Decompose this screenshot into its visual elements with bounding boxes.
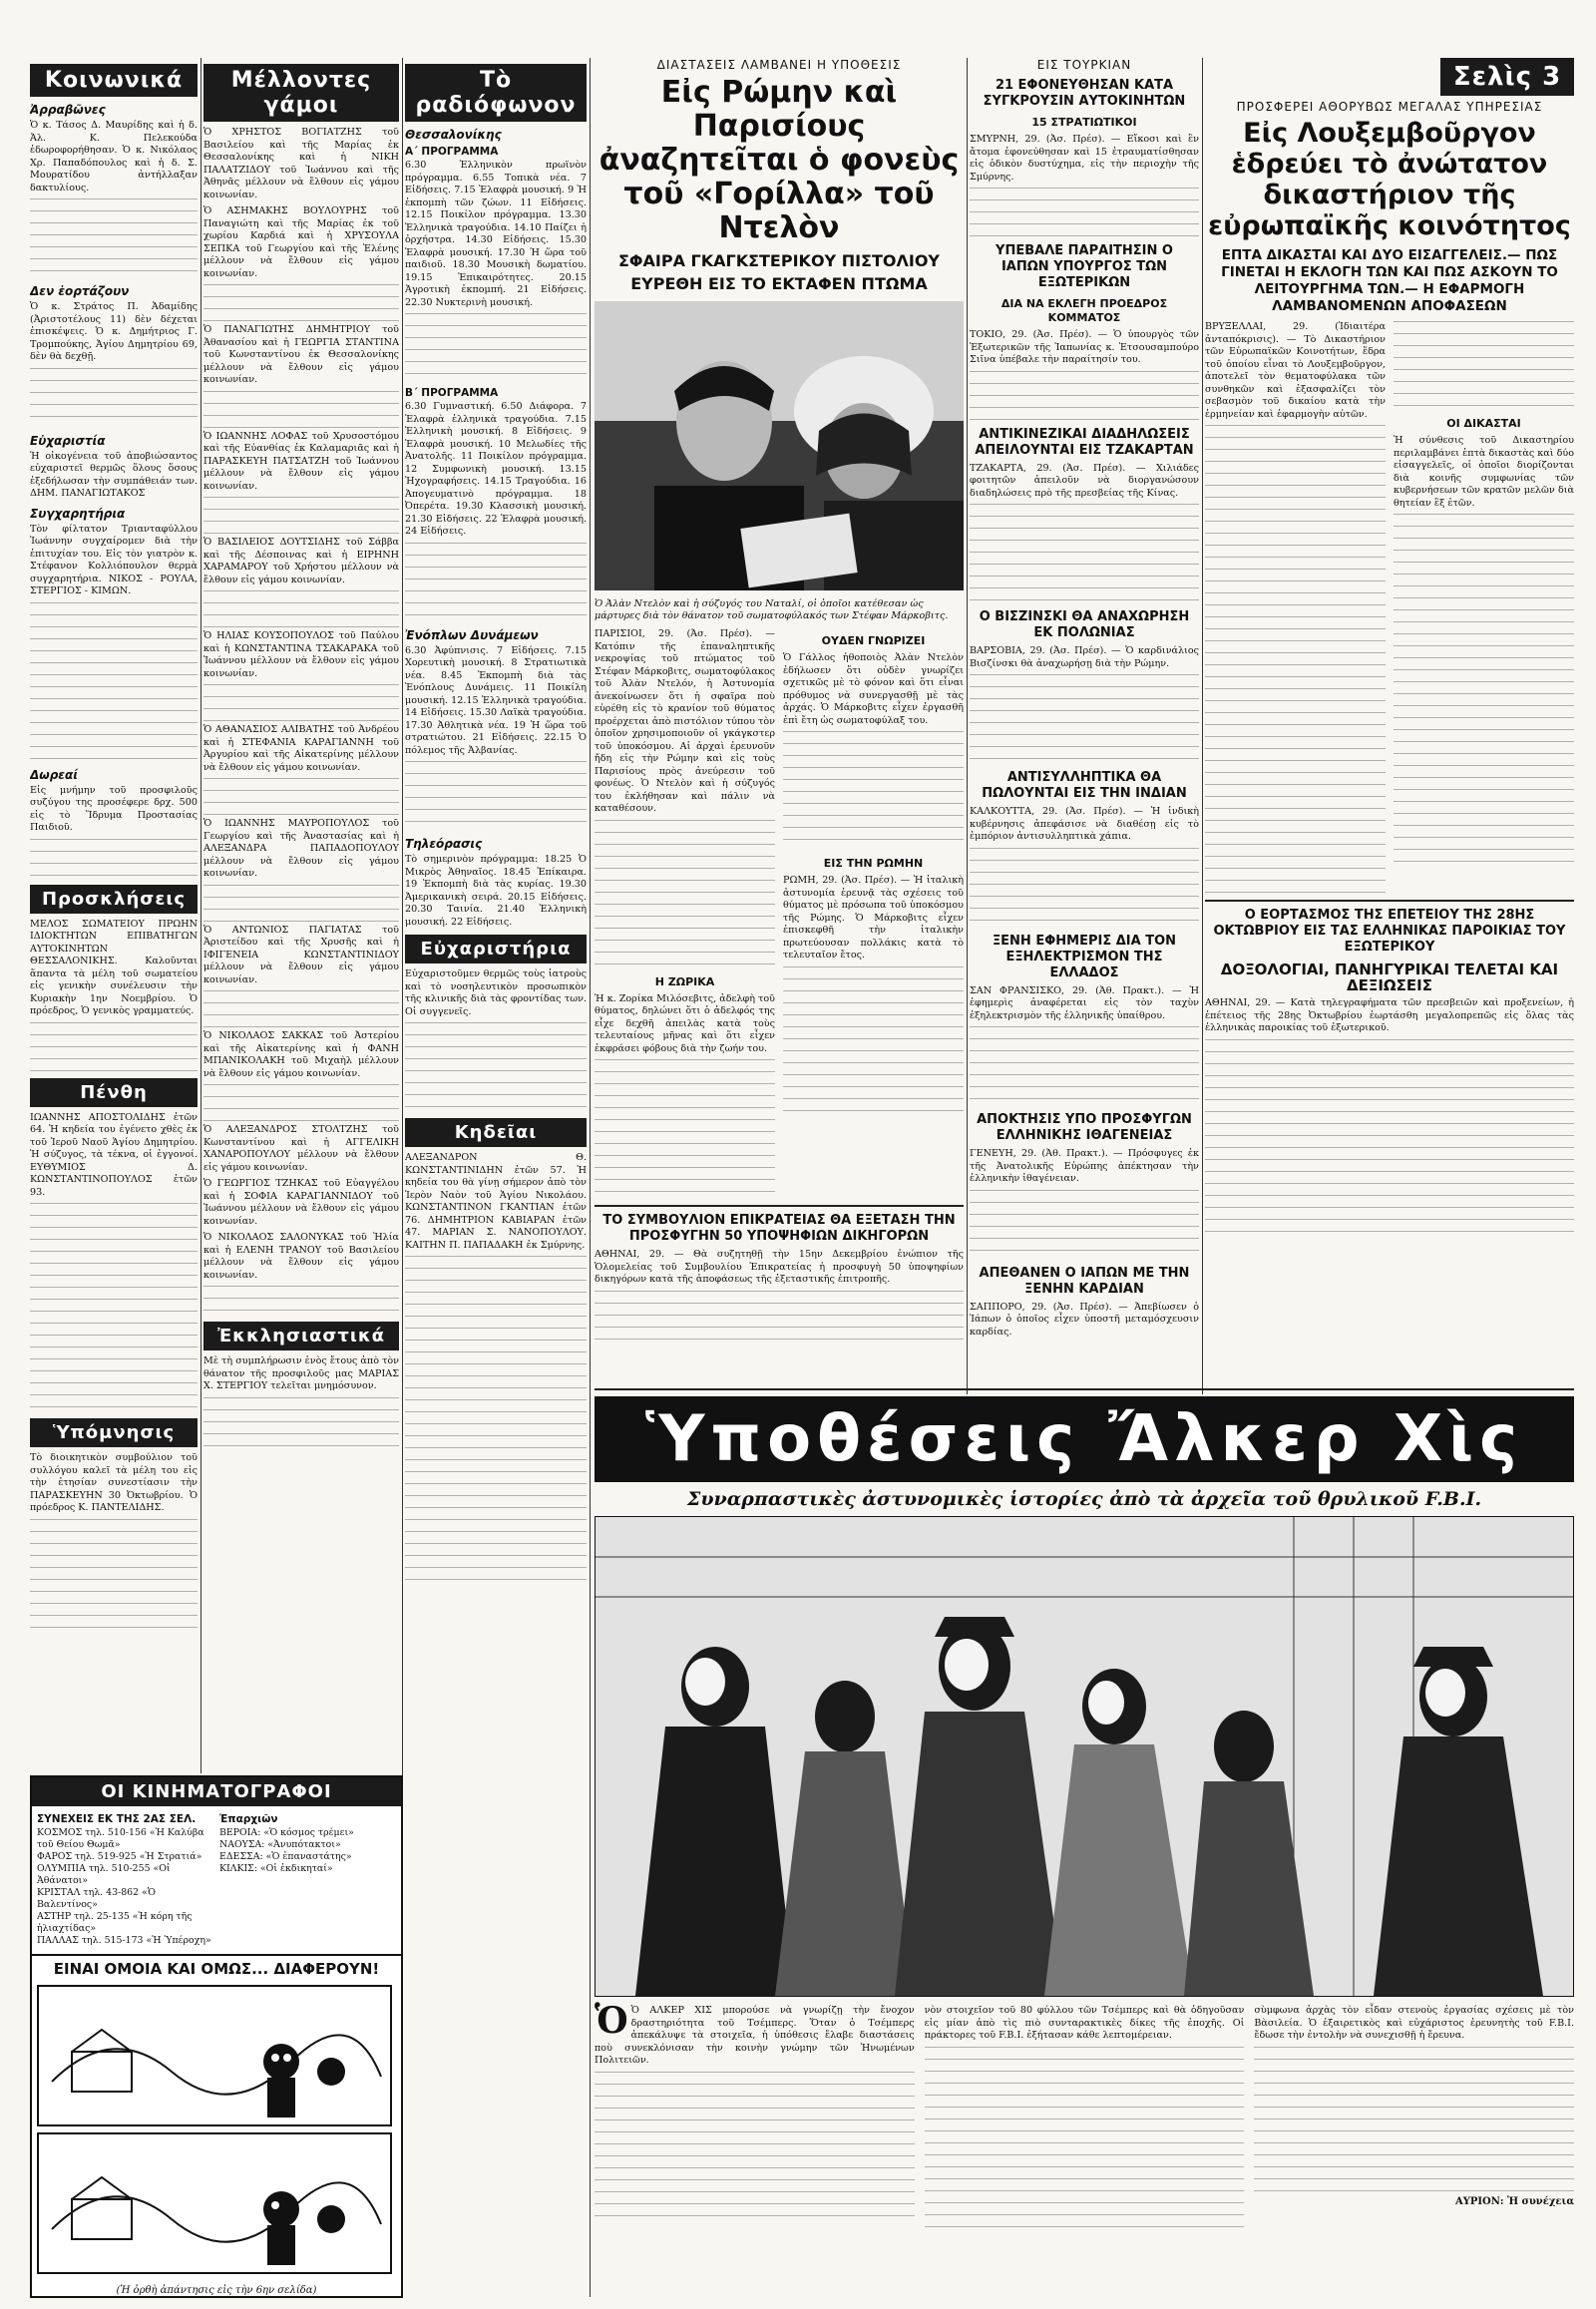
feature-illustration [595, 1516, 1574, 1997]
story-subhead: ΔΟΞΟΛΟΓΙΑΙ, ΠΑΝΗΓΥΡΙΚΑΙ ΤΕΛΕΤΑΙ ΚΑΙ ΔΕΞΙΩΣΕΙΣ [1220, 961, 1559, 994]
program-text: 6.30 Γυμναστική. 6.50 Διάφορα. 7 Ἐλαφρὰ ἑλληνικὰ τραγούδια. 7.15 Ἑλληνικὴ μουσική. 8 Εἰδήσεις. 9 Ἐλαφρὰ μουσική. 10 Μελωδίες τῆς Ἀνατολῆς. 11 Ποικίλον πρόγραμμα. 12 Συμφωνικὴ μουσική. 13.15 Ἠχογραφήσεις. 14.15 Τραγούδια. 16 Ἀπογευματινὸ πρόγραμμα. 18 Ὀπερέτα. 19.30 Κλασσικὴ μουσική. 21.30 Εἰδήσεις. 22 Ἐλαφρὰ μουσική. 24 Εἰδήσεις. [405, 401, 587, 537]
article-text: Ὁ Γάλλος ἠθοποιὸς Ἀλὰν Ντελὸν ἐδήλωσεν ὅτι οὐδὲν γνωρίζει σχετικῶς μὲ τὸ φόνον καὶ ὅτι εἶναι πρόθυμος νὰ συνεργασθῇ μὲ τὰς ἀρχάς. Ὁ Μάρκοβιτς εἶχεν ἐργασθῆ ἐπὶ ἔτη ὡς σωματοφύλαξ του. [783, 652, 964, 726]
feature-column [925, 2005, 1245, 2236]
text-block-filler [203, 778, 399, 818]
text-block-filler [203, 391, 399, 431]
brief-headline: ΑΝΤΙΚΙΝΕΖΙΚΑΙ ΔΙΑΔΗΛΩΣΕΙΣ ΑΠΕΙΛΟΥΝΤΑΙ ΕΙΣ ΤΖΑΚΑΡΤΑΝ [975, 426, 1194, 458]
section-band: Προσκλήσεις [30, 885, 198, 914]
cinema-entry: ΕΔΕΣΣΑ: «Ὁ ἐπαναστάτης» [219, 1851, 352, 1862]
brief-subhead: 15 ΣΤΡΑΤΙΩΤΙΚΟΙ [1031, 116, 1137, 129]
text-block-filler [1254, 2047, 1574, 2196]
cinema-entry: ΝΑΟΥΣΑ: «Ἀνυπότακτοι» [219, 1839, 341, 1850]
article-subhead: ΕΙΣ ΤΗΝ ΡΩΜΗΝ [823, 857, 924, 870]
delon-couple-photo [595, 301, 964, 590]
text-block-filler [595, 1059, 775, 1199]
program-text: 6.30 Ἀφύπνισις. 7 Εἰδήσεις. 7.15 Χορευτικὴ μουσική. 8 Στρατιωτικὰ νέα. 8.45 Ἐκπομπὴ διὰ τὰς Ἐνόπλους Δυνάμεις. 11 Ποικίλη μουσική. 12.15 Ἑλληνικὰ τραγούδια. 14 Εἰδήσεις. 15.30 Λαϊκὰ τραγούδια. 17.30 Ἀθλητικὰ νέα. 19 Ἡ ὥρα τοῦ στρατιώτου. 21 Εἰδήσεις. 22.15 Ὁ πόλεμος τῆς Ἀλβανίας. [405, 644, 587, 756]
section-band: Κοινωνικά [30, 64, 198, 97]
story-kicker: ΕΙΣ ΤΟΥΡΚΙΑΝ [1036, 58, 1132, 72]
text-block-filler [595, 2072, 915, 2221]
program-text: Τὸ σημερινὸν πρόγραμμα: 18.25 Ὁ Μικρὸς Ἀθηναῖος. 18.45 Ἐπίκαιρα. 19 Ἐκπομπὴ διὰ τὰς κυρίας. 19.30 Ἀμερικανικὴ σειρά. 20.15 Εἰδήσεις. 20.30 Ταινία. 21.40 Ἑλληνικὴ μουσική. 22 Εἰδήσεις. [405, 854, 587, 928]
column-radio [405, 58, 587, 2292]
column-rule [200, 58, 201, 1773]
brief-text: ΤΖΑΚΑΡΤΑ, 29. (Ἀσ. Πρέσ). — Χιλιάδες φοιτητῶν ἀπειλοῦν νὰ διοργανώσουν διαδηλώσεις πρὸ τῆς πρεσβείας τῆς Κίνας. [970, 462, 1199, 499]
text-block-filler [30, 1022, 198, 1072]
crowd-illustration [596, 1517, 1574, 1996]
program-heading: Α΄ ΠΡΟΓΡΑΜΜΑ [405, 146, 499, 158]
cinema-title: ΟΙ ΚΙΝΗΜΑΤΟΓΡΑΦΟΙ [32, 1777, 401, 1806]
text-block-filler [405, 761, 587, 831]
section-band: Εὐχαριστήρια [405, 935, 587, 963]
column-rule [1202, 58, 1203, 1394]
program-text: 6.30 Ἑλληνικὸν πρωϊνὸν πρόγραμμα. 6.55 Τοπικὰ νέα. 7 Εἰδήσεις. 7.15 Ἐλαφρὰ μουσική. 9 Ἡ ἐκπομπὴ τῶν ζώων. 11 Εἰδήσεις. 12.15 Ποικίλον πρόγραμμα. 13.30 Ἑλληνικὰ τραγούδια. 14.10 Παίζει ἡ ὀρχήστρα. 14.30 Εἰδήσεις. 15.30 Ἐλαφρὰ μουσική. 17.30 Ἡ ὥρα τοῦ παιδιοῦ. 18.30 Μουσικὴ δωματίου. 19.15 Ἐπικαιρότητες. 20.15 Ἀγροτικὴ ἐκπομπή. 21 Εἰδήσεις. 22.30 Νυκτερινὴ μουσική. [405, 160, 587, 308]
text-block-filler [203, 1397, 399, 1457]
cinema-entry: ΟΛΥΜΠΙΑ τηλ. 510-255 «Οἱ Ἀθάνατοι» [37, 1863, 171, 1886]
notice-text: Ὁ ΑΝΤΩΝΙΟΣ ΠΑΓΙΑΤΑΣ τοῦ Ἀριστείδου καὶ τῆς Χρυσῆς καὶ ἡ ΙΦΙΓΕΝΕΙΑ ΚΩΝΣΤΑΝΤΙΝΙΔΟΥ μέλλουν νὰ ἔλθουν εἰς γάμου κοινωνίαν. [203, 924, 399, 985]
brief-text: ΣΑΠΠΟΡΟ, 29. (Ἀσ. Πρέσ). — Ἀπεβίωσεν ὁ Ἰάπων ὁ ὁποῖος εἶχεν ὑποστῆ μεταμόσχευσιν καρδίας. [970, 1301, 1199, 1338]
text-block-filler [203, 497, 399, 537]
story-subhead: ΕΥΡΕΘΗ ΕΙΣ ΤΟ ΕΚΤΑΦΕΝ ΠΤΩΜΑ [630, 274, 928, 293]
article-text: ΑΘΗΝΑΙ, 29. — Κατὰ τηλεγραφήματα τῶν πρεσβειῶν καὶ προξενείων, ἡ ἐπέτειος τῆς 28ης Ὀκτωβρίου ἑωρτάσθη μεγαλοπρεπῶς εἰς ὅλας τὰς ἑλληνικὰς παροικίας τοῦ ἐξωτερικοῦ. [1205, 997, 1574, 1033]
section-divider [595, 1388, 1574, 1390]
notice-text: Ὁ ΙΩΑΝΝΗΣ ΛΟΦΑΣ τοῦ Χρυσοστόμου καὶ τῆς Εὐανθίας ἐκ Καλαμαριᾶς καὶ ἡ ΠΑΡΑΣΚΕΥΗ ΠΑΤΣΑΤΖΗ τοῦ Ἰωάννου μέλλουν νὰ ἔλθουν εἰς γάμου κοινωνίαν. [203, 430, 399, 492]
column-europe-court [1205, 58, 1574, 1399]
text-block-filler [405, 543, 587, 622]
story-headline: Εἰς Λουξεμβοῦργον ἑδρεύει τὸ ἀνώτατον δικαστήριον τῆς εὐρωπαϊκῆς κοινότητος [1208, 118, 1571, 241]
section-subtitle: Συγχαρητήρια [30, 506, 126, 521]
article-text: ΠΑΡΙΣΙΟΙ, 29. (Ἀσ. Πρέσ). — Κατόπιν τῆς ἐπαναληπτικῆς νεκροψίας τοῦ πτώματος τοῦ Στέφαν Μάρκοβιτς, σωματοφύλακος τοῦ Ἀλὰν Ντελόν, ἡ Ἀστυνομία ἀνεκοίνωσεν ὅτι ἡ σφαῖρα ποὺ εὑρέθη εἰς τὸ κρανίον τοῦ θύματος προέρχεται ἀπὸ πιστόλιον τύπου τὸν ὁποῖον χρησιμοποιοῦν οἱ γκάγκστερ τοῦ ὑποκόσμου. Αἱ ἀρχαὶ ἐρευνοῦν ἤδη εἰς τὴν Ρώμην καὶ εἰς τοὺς Παρισίους πρὸς ἀνεύρεσιν τοῦ φονέως. Ὁ Ντελὸν καὶ ἡ σύζυγός του ἐκλήθησαν καὶ πάλιν νὰ καταθέσουν. [595, 628, 775, 814]
story-kicker: ΠΡΟΣΦΕΡΕΙ ΑΘΟΡΥΒΩΣ ΜΕΓΑΛΑΣ ΥΠΗΡΕΣΙΑΣ [1236, 100, 1543, 114]
feature-column [595, 2000, 915, 2236]
photo-caption: Ὁ Ἀλὰν Ντελὸν καὶ ἡ σύζυγός του Ναταλί, οἱ ὁποῖοι κατέθεσαν ὡς μάρτυρες διὰ τὸν θάνατον τοῦ σωματοφύλακός των Στέφαν Μάρκοβιτς. [595, 598, 949, 621]
notice-text: Ὁ ΑΣΗΜΑΚΗΣ ΒΟΥΛΟΥΡΗΣ τοῦ Παναγιώτη καὶ τῆς Μαρίας ἐκ τοῦ χωρίου Καρδιά καὶ ἡ ΧΡΥΣΟΥΛΑ ΣΕΠΚΑ τοῦ Γεωργίου καὶ τῆς Ἑλένης μέλλουν νὰ ἔλθουν εἰς γάμου κοινωνίαν. [203, 205, 399, 279]
notice-text: Εὐχαριστοῦμεν θερμῶς τοὺς ἰατροὺς καὶ τὸ νοσηλευτικὸν προσωπικὸν τῆς κλινικῆς διὰ τὰς φροντίδας των. Οἱ συγγενεῖς. [405, 968, 587, 1017]
text-block-filler [30, 839, 198, 879]
brief-headline: 21 ΕΦΟΝΕΥΘΗΣΑΝ ΚΑΤΑ ΣΥΓΚΡΟΥΣΙΝ ΑΥΤΟΚΙΝΗΤΩΝ [983, 78, 1186, 109]
cinema-listing-box [30, 1775, 403, 2298]
cinema-subheading: ΣΥΝΕΧΕΙΣ ΕΚ ΤΗΣ 2ΑΣ ΣΕΛ. [37, 1813, 197, 1825]
article-text: ΜΕΛΟΣ ΣΩΜΑΤΕΙΟΥ ΠΡΩΗΝ ΙΔΙΟΚΤΗΤΩΝ ΕΠΙΒΑΤΗΓΩΝ ΑΥΤΟΚΙΝΗΤΩΝ ΘΕΣΣΑΛΟΝΙΚΗΣ. Καλοῦνται ἅπαντα τὰ μέλη τοῦ σωματείου εἰς γενικὴν συνέλευσιν τὴν Κυριακὴν 1ην Νοεμβρίου. Ὁ πρόεδρος, Ὁ γενικὸς γραμματεύς. [30, 918, 198, 1016]
notice-text: Ὁ ΠΑΝΑΓΙΩΤΗΣ ΔΗΜΗΤΡΙΟΥ τοῦ Ἀθανασίου καὶ ἡ ΓΕΩΡΓΙΑ ΣΤΑΝΤΙΝΑ τοῦ Κωνσταντίνου ἐκ Θεσσαλονίκης μέλλουν νὰ ἔλθουν εἰς γάμου κοινωνίαν. [203, 324, 399, 385]
section-band: Πένθη [30, 1078, 198, 1107]
text-block-filler [925, 2047, 1245, 2236]
article-text: Ἡ κ. Ζορίκα Μιλόσεβιτς, ἀδελφὴ τοῦ θύματος, δηλώνει ὅτι ὁ ἀδελφός της εἶχε δεχθῆ ἀπειλὰς κατὰ τοὺς τελευταίους μῆνας καὶ ὅτι εἶχεν ἐκφράσει φόβους διὰ τὴν ζωήν του. [595, 992, 775, 1054]
article-text: Ἡ οἰκογένεια τοῦ ἀποβιώσαντος εὐχαριστεῖ θερμῶς ὅλους ὅσους ἐξεδήλωσαν τὴν συμπάθειάν των. ΔΗΜ. ΠΑΝΑΓΙΩΤΑΚΟΣ [30, 450, 198, 499]
article-subhead: ΟΙ ΔΙΚΑΣΤΑΙ [1446, 417, 1521, 430]
feature-subtitle: Συναρπαστικὲς ἀστυνομικὲς ἱστορίες ἀπὸ τὰ ἀρχεῖα τοῦ θρυλικοῦ F.B.I. [686, 1488, 1482, 1510]
article-subhead: ΟΥΔΕΝ ΓΝΩΡΙΖΕΙ [821, 634, 926, 647]
text-block-filler [30, 1203, 198, 1412]
brief-subhead: ΔΙΑ ΝΑ ΕΚΛΕΓΗ ΠΡΟΕΔΡΟΣ ΚΟΜΜΑΤΟΣ [1000, 297, 1168, 324]
feature-paragraph: σὺμφωνα ἀρχὰς τὸν εἶδαν στενοὺς ἐργασίας σχέσεις μὲ τὸν Βὰσιλεία. Ὁ ἐξαιρετικὸς καὶ εὐχάριστος ἐρευνητὴς τοῦ F.B.I. ἔδωσε τὴν ἐντολὴν νὰ συνεχισθῇ ἡ ἔρευνα. [1254, 2005, 1575, 2041]
brief-text: ΚΑΛΚΟΥΤΤΑ, 29. (Ἀσ. Πρέσ). — Ἡ ἰνδικὴ κυβέρνησις ἀπεφάσισε νὰ διαθέσῃ εἰς τὸ ἐμπόριον ἀντισυλληπτικὰ χάπια. [970, 806, 1199, 842]
story-subhead: ΣΦΑΙΡΑ ΓΚΑΓΚΣΤΕΡΙΚΟΥ ΠΙΣΤΟΛΙΟΥ [617, 251, 941, 270]
cinema-entry: ΚΟΣΜΟΣ τηλ. 510-156 «Ἡ Καλύβα τοῦ Θείου Θωμᾶ» [37, 1827, 204, 1850]
story-deck: ΕΠΤΑ ΔΙΚΑΣΤΑΙ ΚΑΙ ΔΥΟ ΕΙΣΑΓΓΕΛΕΙΣ.— ΠΩΣ ΓΙΝΕΤΑΙ Η ΕΚΛΟΓΗ ΤΩΝ ΚΑΙ ΠΩΣ ΑΣΚΟΥΝ ΤΟ ΛΕΙΤΟΥΡΓΗΜΑ ΤΩΝ.— Η ΕΦΑΡΜΟΓΗ ΛΑΜΒΑΝΟΜΕΝΩΝ ΑΠΟΦΑΣΕΩΝ [1221, 247, 1558, 314]
article-subhead: Η ΖΩΡΙΚΑ [654, 974, 715, 988]
section-band: Ὑπόμνησις [30, 1418, 198, 1447]
text-block-filler [1205, 425, 1386, 894]
text-block-filler [203, 1084, 399, 1124]
notice-text: Ὁ ΝΙΚΟΛΑΟΣ ΣΑΛΟΝΥΚΑΣ τοῦ Ἠλία καὶ ἡ ΕΛΕΝΗ ΤΡΑΝΟΥ τοῦ Βασιλείου μέλλουν νὰ ἔλθουν εἰς γάμου κοινωνίαν. [203, 1232, 399, 1281]
drop-cap: Ὁ [595, 2000, 628, 2042]
text-block-filler [405, 313, 587, 383]
brief-headline: ΑΝΤΙΣΥΛΛΗΠΤΙΚΑ ΘΑ ΠΩΛΟΥΝΤΑΙ ΕΙΣ ΤΗΝ ΙΝΔΙΑΝ [982, 770, 1187, 801]
text-block-filler [970, 188, 1199, 237]
section-band: Μέλλοντες γάμοι [203, 64, 399, 122]
lead-story [595, 58, 964, 1399]
page-number-badge: Σελὶς 3 [1440, 58, 1574, 96]
cinema-entry: ΠΑΛΛΑΣ τηλ. 515-173 «Ἡ Ὑπέροχη» [37, 1935, 211, 1946]
story-kicker: ΔΙΑΣΤΑΣΕΙΣ ΛΑΜΒΑΝΕΙ Η ΥΠΟΘΕΣΙΣ [656, 58, 902, 72]
text-block-filler [970, 1026, 1199, 1106]
article-text: ΒΡΥΞΕΛΛΑΙ, 29. (Ἰδιαιτέρα ἀνταπόκρισις). — Τὸ Δικαστήριον τῶν Εὐρωπαϊκῶν Κοινοτήτων, ἕδρα τοῦ ὁποίου εἶναι τὸ Λουξεμβοῦργον, ἀποτελεῖ τὸν θεματοφύλακα τῶν συνθηκῶν καὶ ἐξασφαλίζει τὸν σεβασμὸν τοῦ δικαίου κατὰ τὴν ἑρμηνείαν καὶ ἐφαρμογὴν αὐτῶν. [1205, 321, 1386, 420]
text-block-filler [970, 371, 1199, 421]
notice-text: Μὲ τὴ συμπλήρωσιν ἑνὸς ἔτους ἀπὸ τὸν θάνατον τῆς προσφιλοῦς μας ΜΑΡΙΑΣ Χ. ΣΤΕΡΓΙΟΥ τελεῖται μνημόσυνον. [203, 1355, 399, 1391]
text-block-filler [1394, 514, 1574, 873]
article-text: Ὁ κ. Τάσος Δ. Μαυρίδης καὶ ἡ δ. Ἀλ. Κ. Πελεκούδα ἐδωροφορήθησαν. Ὁ κ. Νικόλαος Χρ. Παπαδόπουλος καὶ ἡ δ. Σ. Μουρατίδου ἀντήλλαξαν δακτυλίους. [30, 120, 198, 193]
section-subtitle: Θεσσαλονίκης [405, 128, 502, 142]
article-text: ΡΩΜΗ, 29. (Ἀσ. Πρέσ). — Ἡ ἰταλικὴ ἀστυνομία ἐρευνᾷ τὰς σχέσεις τοῦ θύματος μὲ πρόσωπα τοῦ ὑποκόσμου τῆς Ρώμης. Ὁ Μάρκοβιτς εἶχεν ἐπισκεφθῆ τὴν ἰταλικὴν πρωτεύουσαν πολλάκις κατὰ τὸ τελευταῖον ἔτος. [783, 875, 964, 961]
column-foreign-news [970, 58, 1199, 1399]
section-band: Ἐκκλησιαστικά [203, 1322, 399, 1350]
text-block-filler [203, 684, 399, 724]
section-subtitle: Τηλεόρασις [405, 837, 483, 851]
article-text: Ὁ κ. Στράτος Π. Ἀδαμίδης (Ἀριστοτέλους 11) δὲν δέχεται ἐπισκέψεις. Ὁ κ. Δημήτριος Γ. Τρομπούκης, Ἀγίου Δημητρίου 69, δὲν θὰ δεχθῇ. [30, 301, 198, 362]
cinema-entry: ΦΑΡΟΣ τηλ. 519-925 «Ἡ Στρατιά» [37, 1851, 202, 1862]
text-block-filler [30, 198, 198, 278]
section-divider [1205, 900, 1574, 902]
section-subtitle: Ἀρραβῶνες [30, 103, 106, 117]
brief-headline: ΑΠΟΚΤΗΣΙΣ ΥΠΟ ΠΡΟΣΦΥΓΩΝ ΕΛΛΗΝΙΚΗΣ ΙΘΑΓΕΝΕΙΑΣ [977, 1112, 1192, 1143]
cinema-entry: ΚΡΙΣΤΑΛ τηλ. 43-862 «Ὁ Βαλεντίνος» [37, 1887, 156, 1910]
notice-text: Ὁ ΝΙΚΟΛΑΟΣ ΣΑΚΚΑΣ τοῦ Ἀστερίου καὶ τῆς Αἰκατερίνης καὶ ἡ ΦΑΝΗ ΜΠΑΝΙΚΟΛΑΚΗ τοῦ Μιχαὴλ μέλλουν νὰ ἔλθουν εἰς γάμου κοινωνίαν. [203, 1030, 399, 1079]
column-weddings [203, 58, 399, 1768]
feature-text [595, 2000, 1575, 2236]
brief-headline: ΞΕΝΗ ΕΦΗΜΕΡΙΣ ΔΙΑ ΤΟΝ ΕΞΗΛΕΚΤΡΙΣΜΟΝ ΤΗΣ ΕΛΛΑΔΟΣ [992, 933, 1177, 980]
story-headline-secondary: ΤΟ ΣΥΜΒΟΥΛΙΟΝ ΕΠΙΚΡΑΤΕΙΑΣ ΘΑ ΕΞΕΤΑΣΗ ΤΗΝ ΠΡΟΣΦΥΓΗΝ 50 ΥΠΟΨΗΦΙΩΝ ΔΙΚΗΓΟΡΩΝ [602, 1213, 956, 1244]
section-subtitle: Δωρεαί [30, 767, 78, 782]
section-band: Τὸ ραδιόφωνον [405, 64, 587, 122]
cinema-entry: ΚΙΛΚΙΣ: «Οἱ ἐκδικηταί» [219, 1863, 333, 1874]
story-photo [595, 301, 964, 590]
text-block-filler [783, 966, 964, 1116]
brief-text: ΣΑΝ ΦΡΑΝΣΙΣΚΟ, 29. (Ἀθ. Πρακτ.). — Ἡ ἐφημερὶς ἀναφέρεται εἰς τὸν ταχὺν ἐξηλεκτρισμὸν τῆς ἑλληνικῆς ὑπαίθρου. [970, 984, 1199, 1021]
column-rule [967, 58, 968, 1394]
cartoon-caption: (Ἡ ὀρθὴ ἀπάντησις εἰς τὴν 6ην σελίδα) [116, 2285, 317, 2296]
brief-headline: ΥΠΕΒΑΛΕ ΠΑΡΑΙΤΗΣΙΝ Ο ΙΑΠΩΝ ΥΠΟΥΡΓΟΣ ΤΩΝ ΕΞΩΤΕΡΙΚΩΝ [996, 243, 1173, 290]
cinema-entry: ΑΣΤΗΡ τηλ. 25-135 «Ἡ κόρη τῆς ἡλιαχτίδας» [37, 1911, 193, 1934]
article-text: Τὸ διοικητικὸν συμβούλιον τοῦ συλλόγου καλεῖ τὰ μέλη του εἰς τὴν ἐτησίαν συνεστίασιν τὴν ΠΑΡΑΣΚΕΥΗΝ 30 Ὀκτωβρίου. Ὁ πρόεδρος Κ. ΠΑΝΤΕΛΙΔΗΣ. [30, 1452, 198, 1513]
spot-difference-cartoon [32, 1982, 397, 2281]
article-text: ΑΘΗΝΑΙ, 29. — Θὰ συζητηθῇ τὴν 15ην Δεκεμβρίου ἐνώπιον τῆς Ὁλομελείας τοῦ Συμβουλίου Ἐπικρατείας ἡ προσφυγὴ 50 ὑποψηφίων δικηγόρων κατὰ τῆς ἀποφάσεως τῆς ἐξεταστικῆς ἐπιτροπῆς. [595, 1249, 964, 1285]
text-block-filler [203, 284, 399, 324]
section-band: Κηδεῖαι [405, 1118, 587, 1147]
text-block-filler [405, 1022, 587, 1112]
brief-text: ΒΑΡΣΟΒΙΑ, 29. (Ἀσ. Πρέσ). — Ὁ καρδινάλιος Βισζίνσκι θὰ ἀναχωρήσῃ διὰ τὴν Ρώμην. [970, 645, 1199, 669]
article-text: Τὸν φίλτατον Τριανταφύλλου Ἰωάννην συγχαίρομεν διὰ τὴν ἐπιτυχίαν του. Εἰς τὸν γιατρὸν κ. Στέφανον Κολλιόπουλον θερμὰ συγχαρητήρια. ΝΙΚΟΣ - ΡΟΥΛΑ, ΣΤΕΡΓΙΟΣ - ΚΙΜΩΝ. [30, 523, 198, 596]
brief-headline: ΑΠΕΘΑΝΕΝ Ο ΙΑΠΩΝ ΜΕ ΤΗΝ ΞΕΝΗΝ ΚΑΡΔΙΑΝ [979, 1265, 1190, 1297]
cartoon-title: ΕΙΝΑΙ ΟΜΟΙΑ ΚΑΙ ΟΜΩΣ... ΔΙΑΦΕΡΟΥΝ! [32, 1954, 401, 1978]
column-social [30, 58, 198, 1768]
section-divider [595, 1205, 964, 1207]
text-block-filler [783, 731, 964, 851]
text-block-filler [970, 504, 1199, 603]
section-subtitle: Ἐνόπλων Δυνάμεων [405, 627, 539, 642]
cinema-entry: ΒΕΡΟΙΑ: «Ὁ κόσμος τρέμει» [219, 1827, 354, 1838]
brief-text: ΓΕΝΕΥΗ, 29. (Ἀθ. Πρακτ.). — Πρόσφυγες ἐκ τῆς Ἀνατολικῆς Εὐρώπης ἀπέκτησαν τὴν ἑλληνικὴν ἰθαγένειαν. [970, 1148, 1199, 1184]
program-heading: Β΄ ΠΡΟΓΡΑΜΜΑ [405, 387, 499, 399]
text-block-filler [30, 368, 198, 428]
feature-column [1254, 2005, 1574, 2236]
notice-text: ΑΛΕΞΑΝΔΡΟΝ Θ. ΚΩΝΣΤΑΝΤΙΝΙΔΗΝ ἐτῶν 57. Ἡ κηδεία του θὰ γίνῃ σήμερον ἀπὸ τὸν Ἱερὸν Ναὸν τοῦ Ἁγίου Νικολάου. ΚΩΝΣΤΑΝΤΙΝΟΝ ΓΚΑΝΤΙΑΝ ἐτῶν 76. ΔΗΜΗΤΡΙΟΝ ΚΑΒΙΑΡΑΝ ἐτῶν 47. ΜΑΡΙΑΝ Σ. ΝΑΝΟΠΟΥΛΟΥ. ΚΑΙΤΗΝ Π. ΠΑΠΑΔΑΚΗ ἐκ Σμύρνης. [405, 1152, 587, 1251]
column-rule [590, 58, 591, 2297]
notice-text: Ὁ ΧΡΗΣΤΟΣ ΒΟΓΙΑΤΖΗΣ τοῦ Βασιλείου καὶ τῆς Μαρίας ἐκ Θεσσαλονίκης καὶ ἡ ΝΙΚΗ ΠΑΛΑΤΖΙΔΟΥ τοῦ Ἰωάννου καὶ τῆς Ἀθηνᾶς μέλλουν νὰ ἔλθουν εἰς γάμου κοινωνίαν. [203, 127, 399, 200]
text-block-filler [595, 820, 775, 969]
continued-note: ΑΥΡΙΟΝ: Ἡ συνέχεια [1454, 2195, 1575, 2207]
text-block-filler [970, 1190, 1199, 1260]
text-block-filler [203, 590, 399, 630]
text-block-filler [203, 1286, 399, 1316]
brief-headline: Ο ΒΙΣΖΙΝΣΚΙ ΘΑ ΑΝΑΧΩΡΗΣΗ ΕΚ ΠΟΛΩΝΙΑΣ [979, 609, 1190, 640]
text-block-filler [970, 674, 1199, 764]
notice-text: Ὁ ΑΛΕΞΑΝΔΡΟΣ ΣΤΟΛΤΖΗΣ τοῦ Κωνσταντίνου καὶ ἡ ΑΓΓΕΛΙΚΗ ΧΑΝΑΡΟΠΟΥΛΟΥ μέλλουν νὰ ἔλθουν εἰς γάμου κοινωνίαν. [203, 1124, 399, 1173]
article-text: Ἡ σύνθεσις τοῦ Δικαστηρίου περιλαμβάνει ἑπτὰ δικαστὰς καὶ δύο εἰσαγγελεῖς, οἱ ὁποῖοι διορίζονται διὰ κοινῆς συμφωνίας τῶν κυβερνήσεων τῶν κρατῶν μελῶν διὰ θητείαν ἓξ ἐτῶν. [1394, 435, 1574, 509]
notice-text: Ὁ ΗΛΙΑΣ ΚΟΥΣΟΠΟΥΛΟΣ τοῦ Παύλου καὶ ἡ ΚΩΝΣΤΑΝΤΙΝΑ ΤΣΑΚΑΡΑΚΑ τοῦ Ἰωάννου μέλλουν νὰ ἔλθουν εἰς γάμου κοινωνίαν. [203, 630, 399, 679]
notice-text: Ὁ ΑΘΑΝΑΣΙΟΣ ΑΛΙΒΑΤΗΣ τοῦ Ἀνδρέου καὶ ἡ ΣΤΕΦΑΝΙΑ ΚΑΡΑΓΙΑΝΝΗ τοῦ Ἀργυρίου καὶ τῆς Αἰκατερίνης μέλλουν νὰ ἔλθουν εἰς γάμου κοινωνίαν. [203, 724, 399, 773]
feature-paragraph: Ὁ ΑΛΚΕΡ ΧΙΣ μπορούσε νὰ γνωρίζῃ τὴν ἔνοχον δραστηριότητα τοῦ Τσέμπερς. Ὅταν ὁ Τσέμπερς ἀπεκάλυψε τὰ στοιχεῖα, ἡ ὑπόθεσις ἔλαβε διαστάσεις ποὺ συνεκλόνισαν τὴν κοινὴν γνώμην τῶν Ἡνωμένων Πολιτειῶν. [595, 2005, 915, 2066]
text-block-filler [1394, 321, 1574, 411]
cinema-subheading: Ἐπαρχιῶν [219, 1813, 278, 1825]
text-block-filler [595, 1291, 964, 1350]
section-subtitle: Εὐχαριστία [30, 433, 106, 448]
brief-text: ΣΜΥΡΝΗ, 29. (Ἀσ. Πρέσ). — Εἴκοσι καὶ ἓν ἄτομα ἐφονεύθησαν καὶ 15 ἐτραυματίσθησαν εἰς ὁδικὸν δυστύχημα, εἰς τὴν περιοχὴν τῆς Σμύρνης. [970, 134, 1199, 183]
feature-paragraph: νὸν στοιχεῖον τοῦ 80 φύλλου τῶν Τσέμπερς καὶ θὰ ὁδηγοῦσαν εἰς μίαν ἀπὸ τὶς πιὸ συνταρακτικὲς δίκες τῆς ἐποχῆς. Οἱ πράκτορες τοῦ F.B.I. ἐξήτασαν κάθε λεπτομέρειαν. [924, 2005, 1245, 2041]
feature-alger-hiss [595, 1396, 1574, 2294]
text-block-filler [203, 990, 399, 1030]
article-text: Εἰς μνήμην τοῦ προσφιλοῦς συζύγου της προσέφερε δρχ. 500 εἰς τὸ Ἵδρυμα Προστασίας Παιδιοῦ. [30, 784, 198, 833]
notice-text: Ὁ ΙΩΑΝΝΗΣ ΜΑΥΡΟΠΟΥΛΟΣ τοῦ Γεωργίου καὶ τῆς Ἀναστασίας καὶ ἡ ΑΛΕΞΑΝΔΡΑ ΠΑΠΑΔΟΠΟΥΛΟΥ μέλλουν νὰ ἔλθουν εἰς γάμου κοινωνίαν. [203, 818, 399, 879]
story-headline: Εἰς Ρώμην καὶ Παρισίους ἀναζητεῖται ὁ φονεὺς τοῦ «Γορίλλα» τοῦ Ντελὸν [598, 75, 960, 245]
notice-text: Ὁ ΓΕΩΡΓΙΟΣ ΤΖΗΚΑΣ τοῦ Εὐαγγέλου καὶ ἡ ΣΟΦΙΑ ΚΑΡΑΓΙΑΝΝΙΔΟΥ τοῦ Ἰωάννου μέλλουν νὰ ἔλθουν εἰς γάμου κοινωνίαν. [203, 1178, 399, 1227]
article-text: ΙΩΑΝΝΗΣ ΑΠΟΣΤΟΛΙΔΗΣ ἐτῶν 64. Ἡ κηδεία του ἐγένετο χθὲς ἐκ τοῦ Ἱεροῦ Ναοῦ Ἁγίου Δημητρίου. Ἡ σύζυγος, τὰ τέκνα, οἱ ἐγγονοί. ΕΥΘΥΜΙΟΣ Δ. ΚΩΝΣΤΑΝΤΙΝΟΠΟΥΛΟΣ ἐτῶν 93. [30, 1111, 198, 1198]
text-block-filler [203, 885, 399, 925]
notice-text: Ὁ ΒΑΣΙΛΕΙΟΣ ΔΟΥΤΣΙΔΗΣ τοῦ Σάββα καὶ τῆς Δέσποινας καὶ ἡ ΕΙΡΗΝΗ ΧΑΡΑΜΑΡΟΥ τοῦ Χρήστου μέλλουν νὰ ἔλθουν εἰς γάμου κοινωνίαν. [203, 537, 399, 585]
brief-text: ΤΟΚΙΟ, 29. (Ἀσ. Πρέσ). — Ὁ ὑπουργὸς τῶν Ἐξωτερικῶν τῆς Ἰαπωνίας κ. Ἐτσουσαμπούρο Σιῖνα ὑπέβαλε τὴν παραίτησίν του. [970, 329, 1199, 365]
text-block-filler [1205, 1039, 1574, 1239]
section-subtitle: Δεν ἑορτάζουν [30, 284, 130, 298]
feature-title: Ὑποθέσεις Ἄλκερ Χὶς [595, 1396, 1574, 1482]
text-block-filler [30, 602, 198, 762]
story-headline-secondary: Ο ΕΟΡΤΑΣΜΟΣ ΤΗΣ ΕΠΕΤΕΙΟΥ ΤΗΣ 28ΗΣ ΟΚΤΩΒΡΙΟΥ ΕΙΣ ΤΑΣ ΕΛΛΗΝΙΚΑΣ ΠΑΡΟΙΚΙΑΣ ΤΟΥ ΕΞΩΤΕΡΙΚΟΥ [1213, 908, 1566, 955]
text-block-filler [970, 848, 1199, 928]
text-block-filler [30, 1519, 198, 1639]
text-block-filler [405, 1256, 587, 1585]
